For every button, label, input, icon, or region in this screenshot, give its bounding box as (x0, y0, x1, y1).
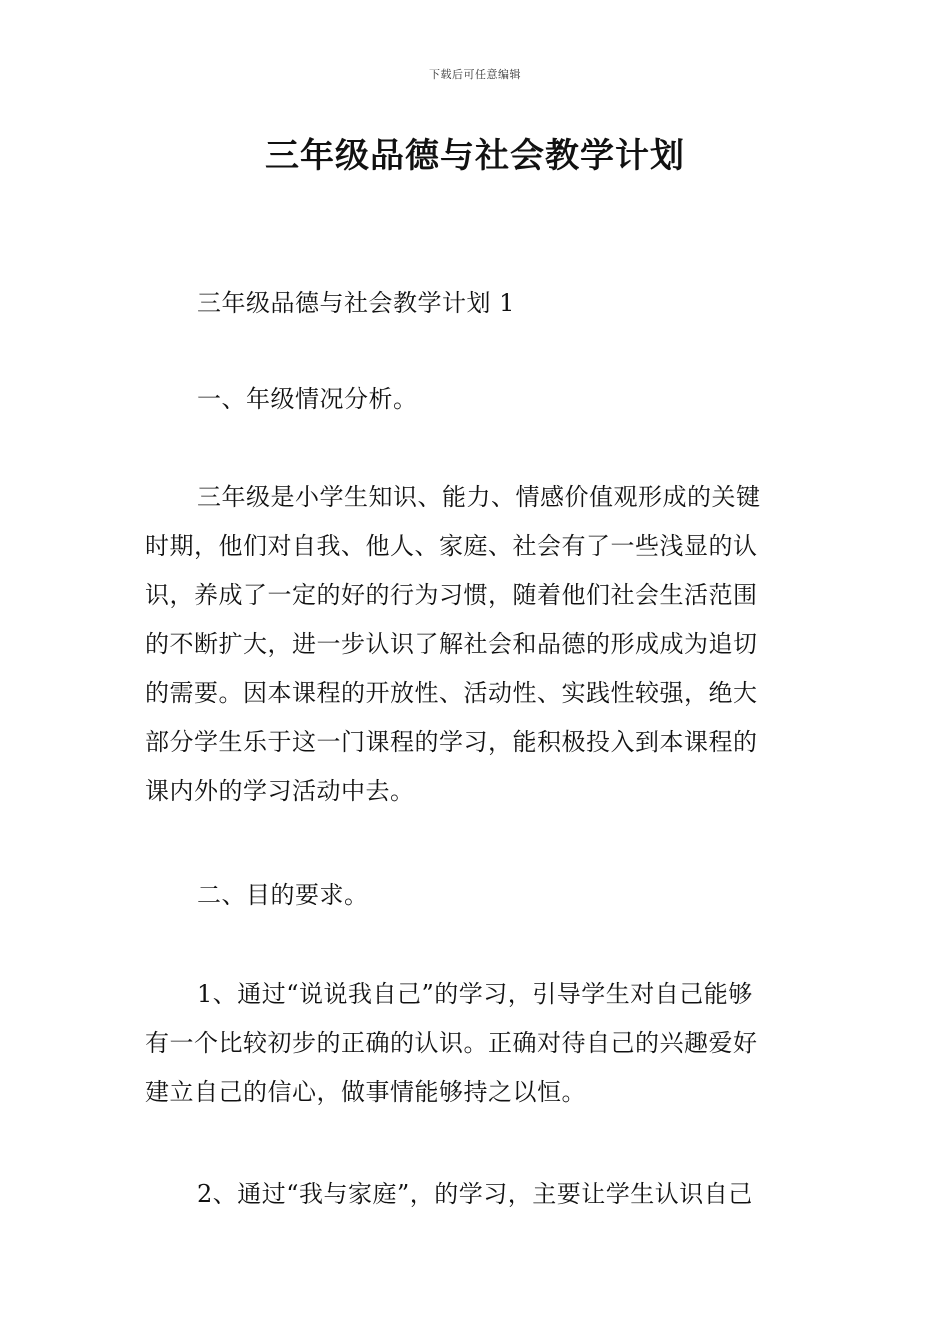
list-item-1 (145, 970, 807, 1117)
list-item-line: 2、通过“我与家庭”，的学习，主要让学生认识自己 (197, 1180, 753, 1208)
section-heading-1-text: 一、年级情况分析。 (197, 385, 418, 413)
paragraph-line: 时期，他们对自我、他人、家庭、社会有了一些浅显的认 (145, 532, 758, 560)
paragraph-line: 部分学生乐于这一门课程的学习，能积极投入到本课程的 (145, 728, 758, 756)
page-title: 三年级品德与社会教学计划 (265, 136, 685, 176)
paragraph-line: 课内外的学习活动中去。 (145, 777, 415, 805)
paragraph-grade-analysis (145, 473, 807, 816)
paragraph-line: 三年级是小学生知识、能力、情感价值观形成的关键 (197, 483, 761, 511)
header-note: 下载后可任意编辑 (429, 68, 521, 81)
paragraph-line: 的需要。因本课程的开放性、活动性、实践性较强，绝大 (145, 679, 758, 707)
list-item-line: 建立自己的信心，做事情能够持之以恒。 (145, 1078, 586, 1106)
subtitle (145, 279, 807, 328)
list-item-2 (145, 1170, 807, 1219)
list-item-line: 有一个比较初步的正确的认识。正确对待自己的兴趣爱好 (145, 1029, 758, 1057)
section-heading-2-text: 二、目的要求。 (197, 881, 369, 909)
section-heading-1 (145, 375, 807, 424)
list-item-line: 1、通过“说说我自己”的学习，引导学生对自己能够 (197, 980, 753, 1008)
paragraph-line: 识，养成了一定的好的行为习惯，随着他们社会生活范围 (145, 581, 758, 609)
section-heading-2 (145, 871, 807, 920)
subtitle-text: 三年级品德与社会教学计划 1 (197, 289, 515, 317)
paragraph-line: 的不断扩大，进一步认识了解社会和品德的形成成为追切 (145, 630, 758, 658)
